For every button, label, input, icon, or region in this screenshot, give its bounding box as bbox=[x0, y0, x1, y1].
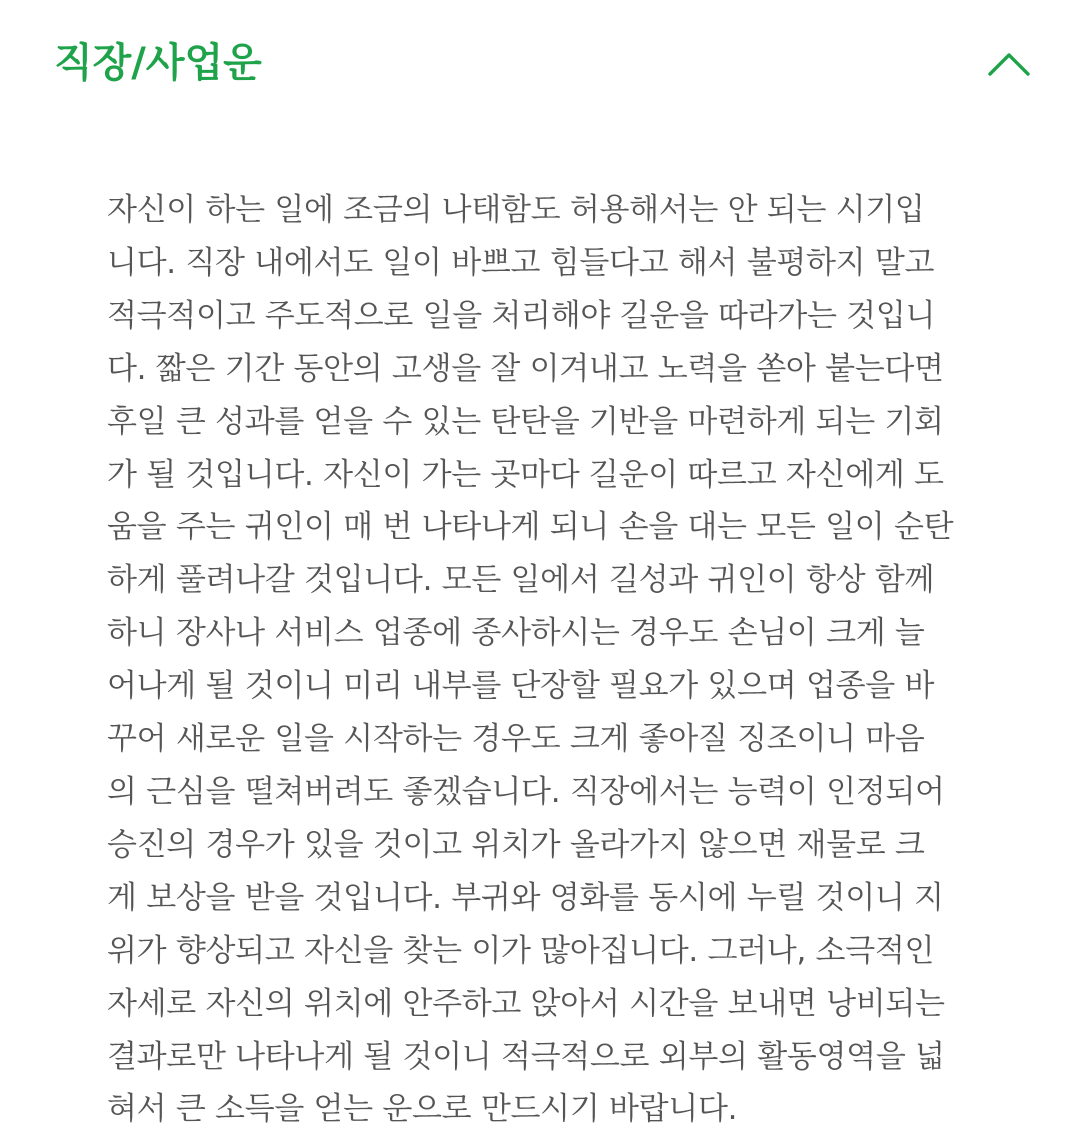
section-header-career[interactable] bbox=[0, 0, 1080, 130]
section-title: 직장/사업운 bbox=[54, 40, 262, 86]
section-body-text: 자신이 하는 일에 조금의 나태함도 허용해서는 안 되는 시기입 니다. 직장 내에서도 일이 바쁘고 힘들다고 해서 불평하지 말고 적극적이고 주도적으로 일을 처리해야 길운을 따라가는 것입니 다. 짧은 기간 동안의 고생을 잘 이겨내고 노력을 쏟아 붙는다면 후일 큰 성과를 얻을 수 있는 탄탄을 기반을 마련하게 되는 기회 가 될 것입니다. 자신이 가는 곳마다 길운이 따르고 자신에게 도 움을 주는 귀인이 매 번 나타나게 되니 손을 대는 모든 일이 순탄 하게 풀려나갈 것입니다. 모든 일에서 길성과 귀인이 항상 함께 하니 장사나 서비스 업종에 종사하시는 경우도 손님이 크게 늘 어나게 될 것이니 미리 내부를 단장할 필요가 있으며 업종을 바 꾸어 새로운 일을 시작하는 경우도 크게 좋아질 징조이니 마음 의 근심을 떨쳐버려도 좋겠습니다. 직장에서는 능력이 인정되어 승진의 경우가 있을 것이고 위치가 올라가지 않으면 재물로 크 게 보상을 받을 것입니다. 부귀와 영화를 동시에 누릴 것이니 지 위가 향상되고 자신을 찾는 이가 많아집니다. 그러나, 소극적인 자세로 자신의 위치에 안주하고 앉아서 시간을 보내면 낭비되는 결과로만 나타나게 될 것이니 적극적으로 외부의 활동영역을 넓 혀서 큰 소득을 얻는 운으로 만드시기 바랍니다. bbox=[107, 192, 954, 1128]
chevron-up-icon[interactable] bbox=[982, 40, 1036, 86]
